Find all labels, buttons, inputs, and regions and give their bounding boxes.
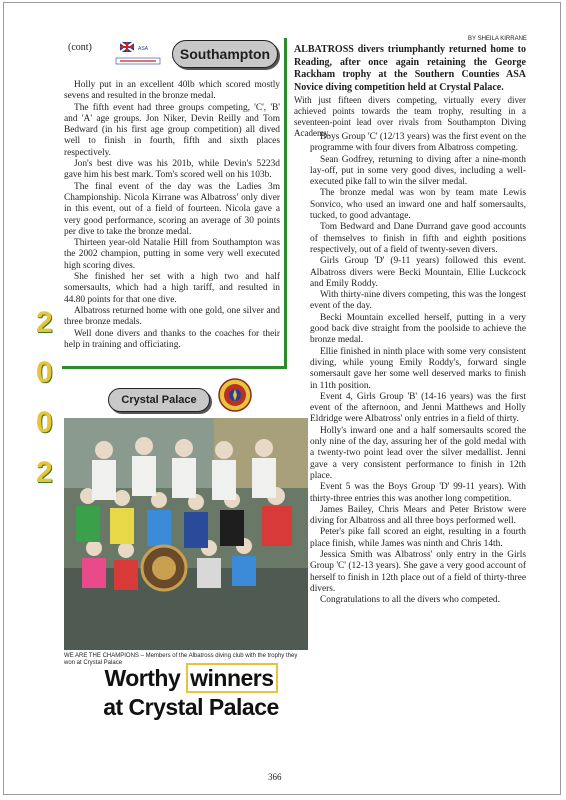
article-paragraph: Thirteen year-old Natalie Hill from Southampton was the 2002 champion, putting in some very well executed high scoring dives. bbox=[64, 238, 280, 271]
article-paragraph: With thirty-nine divers competing, this was the longest event of the day. bbox=[310, 290, 526, 312]
article-paragraph: The fifth event had three groups competing, 'C', 'B' and 'A' age groups. Jon Niker, Devin Reilly and Tom Bedward (in his first age group competition) all dived well to finish in fourth, fifth and sixth places respectively. bbox=[64, 102, 280, 158]
headline-word: Worthy bbox=[104, 665, 181, 691]
crest-icon bbox=[218, 378, 252, 412]
byline: BY SHEILA KIRRANE bbox=[468, 36, 527, 42]
article-paragraph: Tom Bedward and Dane Durrand gave good accounts of themselves to finish in fifth and eighth positions respectively, out of a field of twenty-seven divers. bbox=[310, 222, 526, 255]
article-paragraph: Girls Group 'D' (9-11 years) followed this event. Albatross divers were Becki Mountain, Ellie Luckcock and Emily Roddy. bbox=[310, 256, 526, 289]
crystal-palace-heading: Crystal Palace bbox=[108, 388, 210, 412]
crystal-palace-article bbox=[310, 132, 526, 606]
headline-highlight: winners bbox=[186, 663, 277, 693]
article-paragraph: Peter's pike fall scored an eight, resulting in a fourth place finish, while James was ninth and Chris 14th. bbox=[310, 527, 526, 549]
article-paragraph: Holly's inward one and a half somersaults scored the only nine of the day, assuring her of the gold medal with a twenty-two point lead over the silver medallist. Jenni gave a very consistent performance to finish in 12th place. bbox=[310, 425, 526, 481]
photo-caption: WE ARE THE CHAMPIONS – Members of the Albatross diving club with the trophy they won at Crystal Palace bbox=[64, 653, 298, 666]
article-paragraph: Congratulations to all the divers who competed. bbox=[320, 595, 500, 606]
green-border-horizontal bbox=[62, 366, 287, 369]
article-paragraph: Becki Mountain excelled herself, putting in a very good back dive straight from the poolside to achieve the bronze medal. bbox=[310, 312, 526, 346]
article-paragraph: Albatross returned home with one gold, one silver and three bronze medals. bbox=[64, 305, 280, 328]
green-border-vertical bbox=[284, 38, 287, 368]
article-paragraph: Sean Godfrey, returning to diving after a nine-month lay-off, put in some very good dives, including a well-executed pike fall to win the silver medal. bbox=[310, 154, 526, 188]
article-paragraph: Jon's best dive was his 201b, while Devin's 5223d gave him his best mark. Tom's scored well on his 103b. bbox=[64, 159, 280, 181]
continued-label: (cont) bbox=[68, 42, 92, 53]
svg-text:ASA: ASA bbox=[138, 46, 149, 52]
article-paragraph: The final event of the day was the Ladies 3m Championship. Nicola Kirrane was Albatross' only diver in this event, out of a field of fourteen. Nicola gave a very good performance, scoring an average of 30 points per dive to take the bronze medal. bbox=[64, 181, 280, 237]
article-paragraph: Event 4, Girls Group 'B' (14-16 years) was the first event of the afternoon, and Jenni Matthews and Holly Eldridge were Albatross' only entries in a field of thirty. bbox=[310, 391, 526, 425]
article-paragraph: Holly put in an excellent 40lb which scored mostly sevens and resulted in the bronze medal. bbox=[64, 80, 280, 102]
southampton-heading: Southampton bbox=[172, 40, 278, 68]
article-paragraph: Event 5 was the Boys Group 'D' 99-11 years). With thirty-three entries this was another long competition. bbox=[310, 482, 526, 504]
diving-association-logo bbox=[112, 40, 164, 70]
article-paragraph: The bronze medal was won by team mate Lewis Sonvico, who used an inward one and half somersaults, tucked, to good advantage. bbox=[310, 188, 526, 222]
lead-paragraph: ALBATROSS divers triumphantly returned home to Reading, after once again retaining the George Rackham trophy at the Southern Counties ASA Novice diving competition held at Crystal Palace. bbox=[294, 44, 526, 93]
article-paragraph: Boys Group 'C' (12/13 years) was the first event on the programme with four divers from Albatross competing. bbox=[310, 132, 526, 154]
year-digit: 0 bbox=[36, 406, 53, 439]
year-digit: 0 bbox=[36, 356, 53, 389]
article-paragraph: She finished her set with a high two and half somersaults, which had a high tariff, and resulted in 44.80 points for that one dive. bbox=[64, 272, 280, 305]
headline bbox=[96, 664, 286, 722]
page-number: 366 bbox=[268, 772, 282, 782]
article-paragraph: Well done divers and thanks to the coaches for their help in training and officiating. bbox=[64, 328, 280, 350]
article-paragraph: Jessica Smith was Albatross' only entry in the Girls Group 'C' (12-13 years). She gave a very good account of herself to finish in 12th place out of a field of thirty-three divers. bbox=[310, 549, 526, 594]
year-digit: 2 bbox=[36, 456, 53, 489]
article-paragraph: James Bailey, Chris Mears and Peter Bristow were diving for Albatross and all three boys performed well. bbox=[310, 504, 526, 527]
headline-line: at Crystal Palace bbox=[103, 694, 279, 720]
intro-paragraph: With just fifteen divers competing, virtually every diver achieved points towards the team trophy, resulting in a seventeen-point lead over rivals from Southampton Diving Academy. bbox=[294, 95, 526, 138]
article-paragraph: Ellie finished in ninth place with some very consistent diving, while young Emily Roddy's, forward single somersault gave her some well deserved marks to finish in 11th position. bbox=[310, 346, 526, 391]
year-digit: 2 bbox=[36, 306, 53, 339]
team-photo bbox=[64, 418, 308, 650]
southampton-article bbox=[64, 80, 280, 351]
